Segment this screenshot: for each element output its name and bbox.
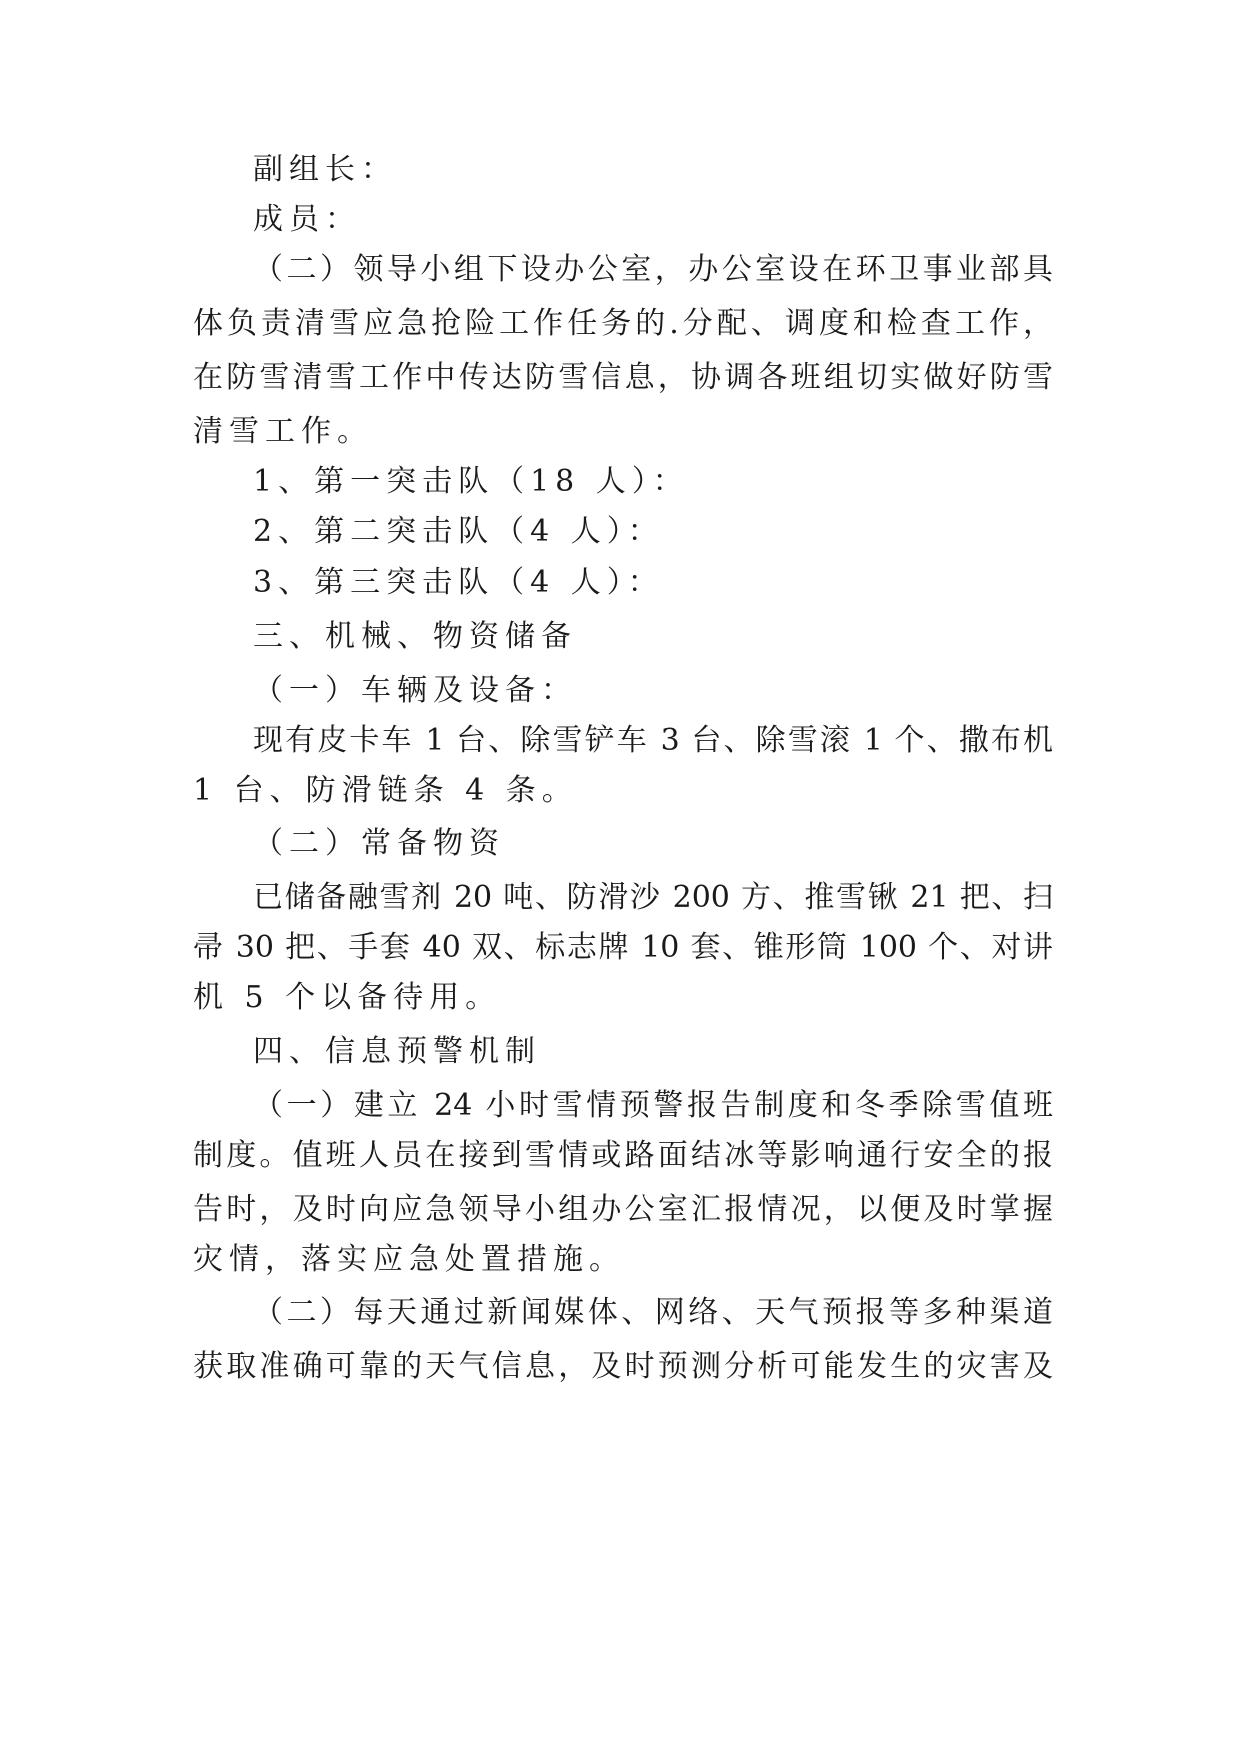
text-line-warning-3: 告时，及时向应急领导小组办公室汇报情况，以便及时掌握 — [193, 1192, 1053, 1227]
text-line-warning-4: 灾情，落实应急处置措施。 — [193, 1242, 625, 1277]
text-line-warning-2: 制度。值班人员在接到雪情或路面结冰等影响通行安全的报 — [193, 1138, 1053, 1173]
text-line-office-2: 体负责清雪应急抢险工作任务的.分配、调度和检查工作， — [193, 306, 1053, 341]
text-line-team-1: 1、第一突击队（18 人）： — [253, 464, 689, 499]
text-line-office-1: （二）领导小组下设办公室，办公室设在环卫事业部具 — [253, 252, 1053, 287]
text-line-supplies-3: 机 5 个以备待用。 — [193, 980, 502, 1015]
text-line-office-4: 清雪工作。 — [193, 414, 373, 449]
section-heading-warning: 四、信息预警机制 — [253, 1034, 541, 1069]
text-line-supplies-1: 已储备融雪剂 20 吨、防滑沙 200 方、推雪锹 21 把、扫 — [253, 880, 1053, 915]
subheading-supplies: （二）常备物资 — [253, 826, 505, 861]
text-line-members: 成员： — [253, 202, 361, 237]
text-line-team-3: 3、第三突击队（4 人）： — [253, 565, 664, 600]
text-line-channels-2: 获取准确可靠的天气信息，及时预测分析可能发生的灾害及 — [193, 1349, 1053, 1384]
text-line-vehicles-2: 1 台、防滑链条 4 条。 — [193, 773, 578, 808]
text-line-deputy-leader: 副组长： — [253, 152, 397, 187]
text-line-warning-1: （一）建立 24 小时雪情预警报告制度和冬季除雪值班 — [253, 1088, 1053, 1123]
text-line-vehicles-1: 现有皮卡车 1 台、除雪铲车 3 台、除雪滚 1 个、撒布机 — [253, 723, 1053, 758]
text-line-channels-1: （二）每天通过新闻媒体、网络、天气预报等多种渠道 — [253, 1295, 1053, 1330]
text-line-office-3: 在防雪清雪工作中传达防雪信息，协调各班组切实做好防雪 — [193, 360, 1053, 395]
text-line-team-2: 2、第二突击队（4 人）： — [253, 514, 664, 549]
subheading-vehicles: （一）车辆及设备： — [253, 673, 577, 708]
text-line-supplies-2: 帚 30 把、手套 40 双、标志牌 10 套、锥形筒 100 个、对讲 — [193, 930, 1053, 965]
section-heading-equipment: 三、机械、物资储备 — [253, 619, 577, 654]
